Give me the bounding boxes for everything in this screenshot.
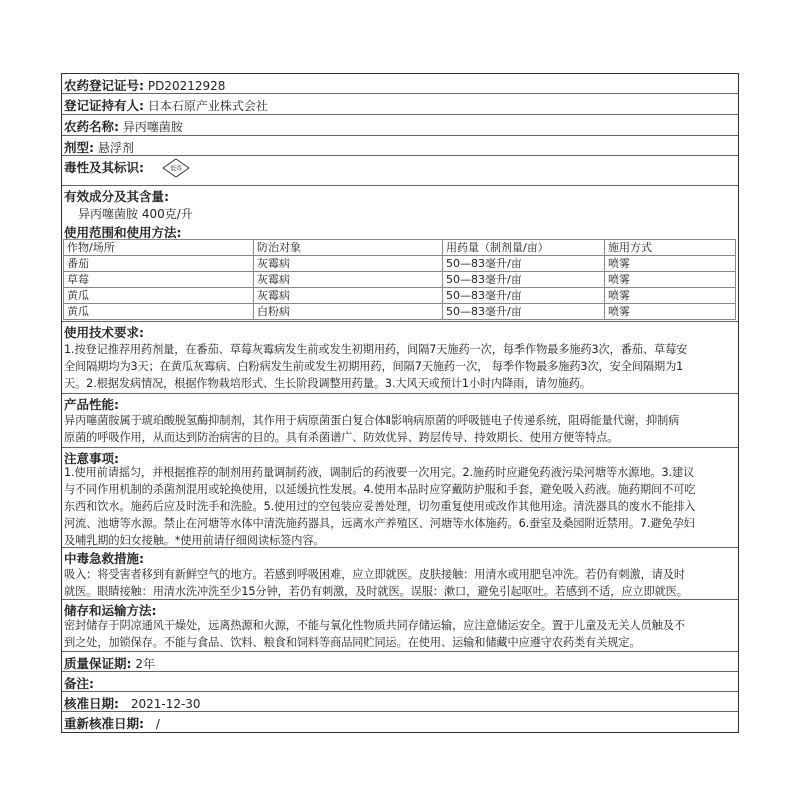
caution-line: 与不同作用机制的杀菌剂混用或轮换使用，以延缓抗性发展。4.使用本品时应穿戴防护服和手套，避免吸入药液。施药期间不可吃	[64, 483, 696, 496]
holder-value: 日本石原产业株式会社	[147, 99, 268, 113]
caution-line: 东西和饮水。施药后应及时洗手和洗脸。5.使用过的空包装应妥善处理，切勿重复使用或改作其他用途。清洗器具的废水不能排入	[64, 500, 696, 513]
first-aid-text	[64, 566, 734, 600]
caution-line: 及哺乳期的妇女接触。*使用前请仔细阅读标签内容。	[64, 534, 325, 547]
ingredient-row	[62, 186, 738, 223]
cell-target: 灰霉病	[254, 256, 443, 272]
first-aid-section	[62, 548, 738, 600]
table-row	[64, 256, 736, 272]
ingredient-value: 异丙噻菌胺 400克/升	[78, 207, 193, 221]
cell-dosage: 50—83毫升/亩	[443, 304, 605, 320]
cell-target: 灰霉病	[254, 288, 443, 304]
formulation-label: 剂型:	[64, 140, 94, 155]
table-row	[64, 288, 736, 304]
remark-label: 备注:	[64, 676, 94, 691]
approval-date-value: 2021-12-30	[130, 697, 201, 711]
header-crop: 作物/场所	[64, 240, 254, 256]
table-row	[64, 304, 736, 320]
reapproval-date-value: /	[155, 717, 160, 731]
formulation-row	[62, 136, 738, 156]
cell-dosage: 50—83毫升/亩	[443, 256, 605, 272]
performance-line: 原菌的呼吸作用，从而达到防治病害的目的。具有杀菌谱广、防效优异、跨层传导、持效期长、使用方便等特点。	[64, 431, 619, 444]
header-method: 施用方式	[605, 240, 736, 256]
cell-crop: 黄瓜	[64, 288, 254, 304]
reapproval-date-row	[62, 712, 738, 732]
ingredient-label: 有效成分及其含量:	[64, 189, 169, 204]
pesticide-name-row	[62, 115, 738, 136]
storage-line: 密封储存于阴凉通风干燥处，远离热源和火源，不能与氧化性物质共同存储运输，应注意储运安全。置于儿童及无关人员触及不	[64, 619, 685, 632]
approval-date-row	[62, 692, 738, 712]
cell-crop: 草莓	[64, 272, 254, 288]
performance-label: 产品性能:	[64, 397, 119, 412]
usage-section	[62, 222, 738, 322]
caution-line: 河流、池塘等水源。禁止在河塘等水体中清洗施药器具，远离水产养殖区、河塘等水体施药。6.蚕室及桑园附近禁用。7.避免孕妇	[64, 517, 695, 530]
cell-method: 喷雾	[605, 288, 736, 304]
table-row	[64, 272, 736, 288]
storage-label: 储存和运输方法:	[64, 603, 157, 618]
storage-line: 到之处，加锁保存。不能与食品、饮料、粮食和饲料等商品同贮同运。在使用、运输和储藏中应遵守农药类有关规定。	[64, 636, 641, 649]
cell-target: 灰霉病	[254, 272, 443, 288]
warranty-label: 质量保证期:	[64, 656, 132, 671]
formulation-value: 悬浮剂	[97, 141, 134, 155]
toxicity-label: 毒性及其标识:	[64, 160, 144, 175]
cell-method: 喷雾	[605, 304, 736, 320]
pesticide-name-label: 农药名称:	[64, 119, 119, 134]
performance-section	[62, 394, 738, 448]
tech-text	[64, 341, 734, 392]
storage-text	[64, 617, 734, 651]
caution-line: 1.使用前请摇匀，并根据推荐的制剂用药量调制药液，调制后的药液要一次用完。2.施药时应避免药液污染河塘等水源地。3.建议	[64, 466, 695, 479]
performance-text	[64, 412, 734, 446]
performance-line: 异丙噻菌胺属于琥珀酸脱氢酶抑制剂，其作用于病原菌蛋白复合体Ⅱ影响病原菌的呼吸链电子传递系统，阻碍能量代谢，抑制病	[64, 414, 680, 427]
caution-section	[62, 448, 738, 548]
warranty-value: 2年	[135, 657, 155, 671]
usage-table	[63, 239, 736, 320]
tech-section	[62, 322, 738, 394]
low-toxicity-diamond-icon	[162, 158, 190, 178]
holder-row	[62, 94, 738, 115]
reg-no-value: PD20212928	[147, 79, 226, 93]
remark-row	[62, 672, 738, 692]
holder-label: 登记证持有人:	[64, 98, 144, 113]
toxicity-row	[62, 156, 738, 186]
cell-target: 白粉病	[254, 304, 443, 320]
cell-method: 喷雾	[605, 272, 736, 288]
tech-line: 天。2.根据发病情况，根据作物栽培形式、生长阶段调整用药量。3.大风天或预计1小时内降雨，请勿施药。	[64, 377, 591, 390]
cell-method: 喷雾	[605, 256, 736, 272]
cell-crop: 黄瓜	[64, 304, 254, 320]
low-toxicity-text: 低毒	[169, 165, 183, 173]
reg-no-label: 农药登记证号:	[64, 78, 144, 93]
header-target: 防治对象	[254, 240, 443, 256]
first-aid-line: 吸入：将受害者移到有新鲜空气的地方。若感到呼吸困难，应立即就医。皮肤接触：用清水或用肥皂冲洗。若仍有刺激，请及时	[64, 568, 685, 581]
tech-line: 1.按登记推荐用药剂量，在番茄、草莓灰霉病发生前或发生初期用药，间隔7天施药一次，每季作物最多施药3次，番茄、草莓安	[64, 343, 688, 356]
header-dosage: 用药量（制剂量/亩）	[443, 240, 605, 256]
storage-section	[62, 600, 738, 652]
label-document	[61, 73, 739, 733]
approval-date-label: 核准日期:	[64, 696, 119, 711]
cell-dosage: 50—83毫升/亩	[443, 288, 605, 304]
pesticide-name-value: 异丙噻菌胺	[122, 120, 183, 134]
caution-label: 注意事项:	[64, 451, 119, 466]
usage-table-header	[64, 240, 736, 256]
first-aid-label: 中毒急救措施:	[64, 551, 144, 566]
usage-label: 使用范围和使用方法:	[64, 225, 182, 240]
first-aid-line: 就医。眼睛接触：用清水洗冲洗至少15分钟，若仍有刺激，及时就医。误服：漱口，避免引起呕吐。若感到不适，应立即就医。	[64, 585, 688, 598]
cell-crop: 番茄	[64, 256, 254, 272]
reapproval-date-label: 重新核准日期:	[64, 716, 144, 731]
tech-label: 使用技术要求:	[64, 325, 144, 340]
cell-dosage: 50—83毫升/亩	[443, 272, 605, 288]
reg-no-row	[62, 74, 738, 94]
tech-line: 全间隔期均为3天；在黄瓜灰霉病、白粉病发生前或发生初期用药，间隔7天施药一次， 每季作物最多施药3次，安全间隔期为1	[64, 360, 684, 373]
warranty-row	[62, 652, 738, 672]
caution-text	[64, 464, 734, 549]
